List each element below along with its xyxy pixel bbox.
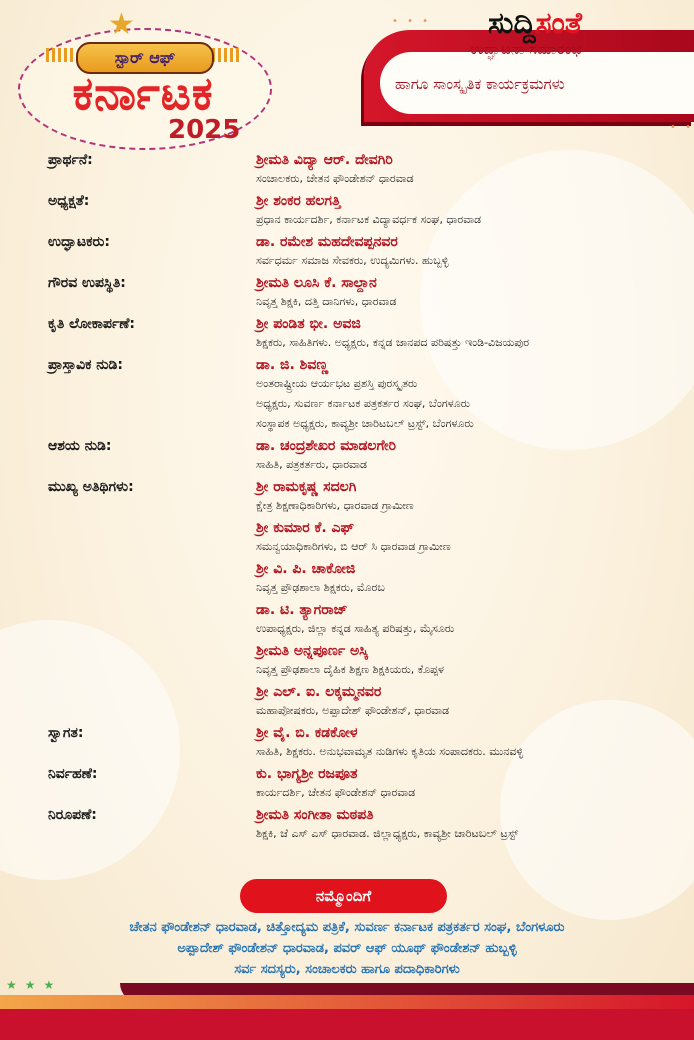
program-person-name: ಶ್ರೀಮತಿ ವಿದ್ಯಾ ಆರ್. ದೇವಗಿರಿ bbox=[256, 152, 393, 168]
brand-watermark bbox=[488, 6, 582, 42]
bottom-band-orange bbox=[0, 995, 694, 1009]
program-role-label: ನಿರೂಪಣೆ: bbox=[48, 807, 97, 823]
program-role-label: ಗೌರವ ಉಪಸ್ಥಿತಿ: bbox=[48, 275, 126, 291]
program-person-name: ಶ್ರೀಮತಿ ಸಂಗೀತಾ ಮಠಪತಿ bbox=[256, 807, 374, 823]
program-person-name: ಡಾ. ಟಿ. ತ್ಯಾಗರಾಜ್ bbox=[256, 602, 348, 618]
program-person-name: ಶ್ರೀ ಪಂಡಿತ ಭೀ. ಅವಜಿ bbox=[256, 316, 361, 332]
logo-left-wing bbox=[46, 48, 76, 62]
program-person-description: ಸಾಹಿತಿ, ಶಿಕ್ಷಕರು. ಅನುಭವಾಮೃತ ನುಡಿಗಳು ಕೃತಿಯ ಸಂಪಾದಕರು. ಮುನವಳ್ಳಿ bbox=[256, 745, 524, 758]
program-person-description: ನಿವೃತ್ತ ಪ್ರೌಢಶಾಲಾ ಶಿಕ್ಷಕರು, ಮೊರಬ bbox=[256, 581, 385, 594]
decor-dots: • • • bbox=[392, 16, 432, 27]
program-role-label: ಪ್ರಾಸ್ತಾವಿಕ ನುಡಿ: bbox=[48, 357, 123, 373]
collaborators-line: ಸರ್ವ ಸದಸ್ಯರು, ಸಂಚಾಲಕರು ಹಾಗೂ ಪದಾಧಿಕಾರಿಗಳು bbox=[234, 962, 460, 977]
program-person-name: ಶ್ರೀ ಶಂಕರ ಹಲಗತ್ತಿ bbox=[256, 193, 341, 209]
program-person-description: ಸಮನ್ವಯಾಧಿಕಾರಿಗಳು, ಬಿ ಆರ್ ಸಿ ಧಾರವಾಡ ಗ್ರಾಮೀಣ bbox=[256, 540, 451, 553]
program-person-description: ಅಂತರಾಷ್ಟ್ರೀಯ ಆರ್ಯಭಟ ಪ್ರಶಸ್ತಿ ಪುರಸ್ಕೃತರು bbox=[256, 377, 418, 390]
program-role-label: ನಿರ್ವಹಣೆ: bbox=[48, 766, 98, 782]
program-person-description: ನಿವೃತ್ತ ಪ್ರೌಢಶಾಲಾ ದೈಹಿಕ ಶಿಕ್ಷಣ ಶಿಕ್ಷಕಿಯರು, ಕೊಪ್ಪಳ bbox=[256, 663, 444, 676]
program-person-name: ಶ್ರೀಮತಿ ಅನ್ನಪೂರ್ಣ ಅಸ್ಕಿ bbox=[256, 643, 368, 659]
program-role-label: ಮುಖ್ಯ ಅತಿಥಿಗಳು: bbox=[48, 479, 134, 495]
program-person-description: ಶಿಕ್ಷಕಿ, ಜೆ ಎಸ್ ಎಸ್ ಧಾರವಾಡ. ಜಿಲ್ಲಾಧ್ಯಕ್ಷರು, ಕಾವ್ಯಶ್ರೀ ಚಾರಿಟಬಲ್ ಟ್ರಸ್ಟ್ bbox=[256, 827, 519, 840]
program-role-label: ಅಧ್ಯಕ್ಷತೆ: bbox=[48, 193, 90, 209]
event-logo bbox=[18, 7, 268, 145]
program-person-name: ಶ್ರೀ ಕುಮಾರ ಕೆ. ಎಫ್ bbox=[256, 520, 355, 536]
program-person-description: ಸಂಸ್ಥಾಪಕ ಅಧ್ಯಕ್ಷರು, ಕಾವ್ಯಶ್ರೀ ಚಾರಿಟಬಲ್ ಟ್ರಸ್ಟ್, ಬೆಂಗಳೂರು bbox=[256, 417, 474, 430]
program-person-name: ಶ್ರೀ ವೈ. ಬಿ. ಕಡಕೋಳ bbox=[256, 725, 358, 741]
program-role-label: ಆಶಯ ನುಡಿ: bbox=[48, 438, 112, 454]
program-person-description: ಕಾರ್ಯದರ್ಶಿ, ಚೇತನ ಫೌಂಡೇಶನ್ ಧಾರವಾಡ bbox=[256, 786, 416, 799]
program-person-description: ಶಿಕ್ಷಕರು, ಸಾಹಿತಿಗಳು. ಅಧ್ಯಕ್ಷರು, ಕನ್ನಡ ಜಾನಪದ ಪರಿಷತ್ತು ಇಂಡಿ-ವಿಜಯಪುರ bbox=[256, 336, 530, 349]
program-person-name: ಶ್ರೀ ವಿ. ಪಿ. ಚಾಕೋಜಿ bbox=[256, 561, 356, 577]
program-role-label: ಸ್ವಾಗತ: bbox=[48, 725, 84, 741]
decor-dots: • • bbox=[670, 122, 694, 133]
program-person-name: ಶ್ರೀ ಎಲ್. ಐ. ಲಕ್ಕಮ್ಮನವರ bbox=[256, 684, 382, 700]
brand-part1: ಸುದ್ದಿ bbox=[488, 6, 536, 41]
logo-top-text: ಸ್ಟಾರ್ ಆಫ್ bbox=[76, 42, 214, 74]
program-person-name: ಡಾ. ಜಿ. ಶಿವಣ್ಣ bbox=[256, 357, 329, 373]
star-icon: ★ bbox=[108, 7, 135, 42]
program-role-label: ಕೃತಿ ಲೋಕಾರ್ಪಣೆ: bbox=[48, 316, 135, 332]
program-person-name: ಶ್ರೀಮತಿ ಲೂಸಿ ಕೆ. ಸಾಲ್ದಾನ bbox=[256, 275, 377, 291]
program-role-label: ಪ್ರಾರ್ಥನೆ: bbox=[48, 152, 93, 168]
program-person-description: ಪ್ರಧಾನ ಕಾರ್ಯದರ್ಶಿ, ಕರ್ನಾಟಕ ವಿದ್ಯಾವರ್ಧಕ ಸಂಘ, ಧಾರವಾಡ bbox=[256, 213, 482, 226]
logo-right-wing bbox=[212, 48, 242, 62]
logo-main-text: ಕರ್ನಾಟಕ bbox=[72, 66, 214, 120]
brand-part2: ಸಂತೆ bbox=[535, 6, 582, 41]
program-person-name: ಡಾ. ರಮೇಶ ಮಹದೇವಪ್ಪನವರ bbox=[256, 234, 398, 250]
collaborators-line: ಚೇತನ ಫೌಂಡೇಶನ್ ಧಾರವಾಡ, ಚಿತ್ತೋದ್ಯಮ ಪತ್ರಿಕೆ, ಸುವರ್ಣ ಕರ್ನಾಟಕ ಪತ್ರಕರ್ತರ ಸಂಘ, ಬೆಂಗಳೂರು bbox=[129, 920, 565, 935]
program-person-name: ಡಾ. ಚಂದ್ರಶೇಖರ ಮಾಡಲಗೇರಿ bbox=[256, 438, 397, 454]
decor-stars: ★★★ bbox=[6, 978, 63, 992]
program-person-description: ನಿವೃತ್ತ ಶಿಕ್ಷಕಿ, ದತ್ತಿ ದಾನಿಗಳು, ಧಾರವಾಡ bbox=[256, 295, 397, 308]
bottom-band-red bbox=[0, 1009, 694, 1040]
collaborators-line: ಅಪ್ಪಾದೇಶ್ ಫೌಂಡೇಶನ್ ಧಾರವಾಡ, ಪವರ್ ಆಫ್ ಯೂಥ್ ಫೌಂಡೇಶನ್ ಹುಬ್ಬಳ್ಳಿ bbox=[177, 941, 517, 956]
program-person-description: ಅಧ್ಯಕ್ಷರು, ಸುವರ್ಣ ಕರ್ನಾಟಕ ಪತ್ರಕರ್ತರ ಸಂಘ, ಬೆಂಗಳೂರು bbox=[256, 397, 471, 410]
banner-title-line2: ಹಾಗೂ ಸಾಂಸ್ಕೃತಿಕ ಕಾರ್ಯಕ್ರಮಗಳು bbox=[395, 75, 565, 93]
program-person-name: ಶ್ರೀ ರಾಮಕೃಷ್ಣ ಸದಲಗಿ bbox=[256, 479, 357, 495]
program-person-description: ಸರ್ವಧರ್ಮ ಸಮಾಜ ಸೇವಕರು, ಉದ್ಯಮಿಗಳು. ಹುಬ್ಬಳ್ಳಿ bbox=[256, 254, 449, 267]
program-person-description: ಕ್ಷೇತ್ರ ಶಿಕ್ಷಣಾಧಿಕಾರಿಗಳು, ಧಾರವಾಡ ಗ್ರಾಮೀಣ bbox=[256, 499, 414, 512]
program-person-description: ಸಂಚಾಲಕರು, ಚೇತನ ಫೌಂಡೇಶನ್ ಧಾರವಾಡ bbox=[256, 172, 414, 185]
program-person-description: ಮಹಾಪೋಷಕರು, ಅಪ್ಪಾದೇಶ್ ಫೌಂಡೇಶನ್, ಧಾರವಾಡ bbox=[256, 704, 450, 717]
program-role-label: ಉದ್ಘಾಟಕರು: bbox=[48, 234, 110, 250]
banner-title-line1: ಉದ್ಘಾಟನಾ ಸಮಾರಂಭ bbox=[470, 40, 582, 58]
program-person-name: ಕು. ಭಾಗ್ಯಶ್ರೀ ರಜಪೂತ bbox=[256, 766, 358, 782]
logo-year: 2025 bbox=[168, 115, 241, 145]
program-person-description: ಸಾಹಿತಿ, ಪತ್ರಕರ್ತರು, ಧಾರವಾಡ bbox=[256, 458, 367, 471]
with-us-pill: ನಮ್ಮೊಂದಿಗೆ bbox=[240, 879, 447, 913]
program-person-description: ಉಪಾಧ್ಯಕ್ಷರು, ಜಿಲ್ಲಾ ಕನ್ನಡ ಸಾಹಿತ್ಯ ಪರಿಷತ್ತು, ಮೈಸೂರು bbox=[256, 622, 455, 635]
